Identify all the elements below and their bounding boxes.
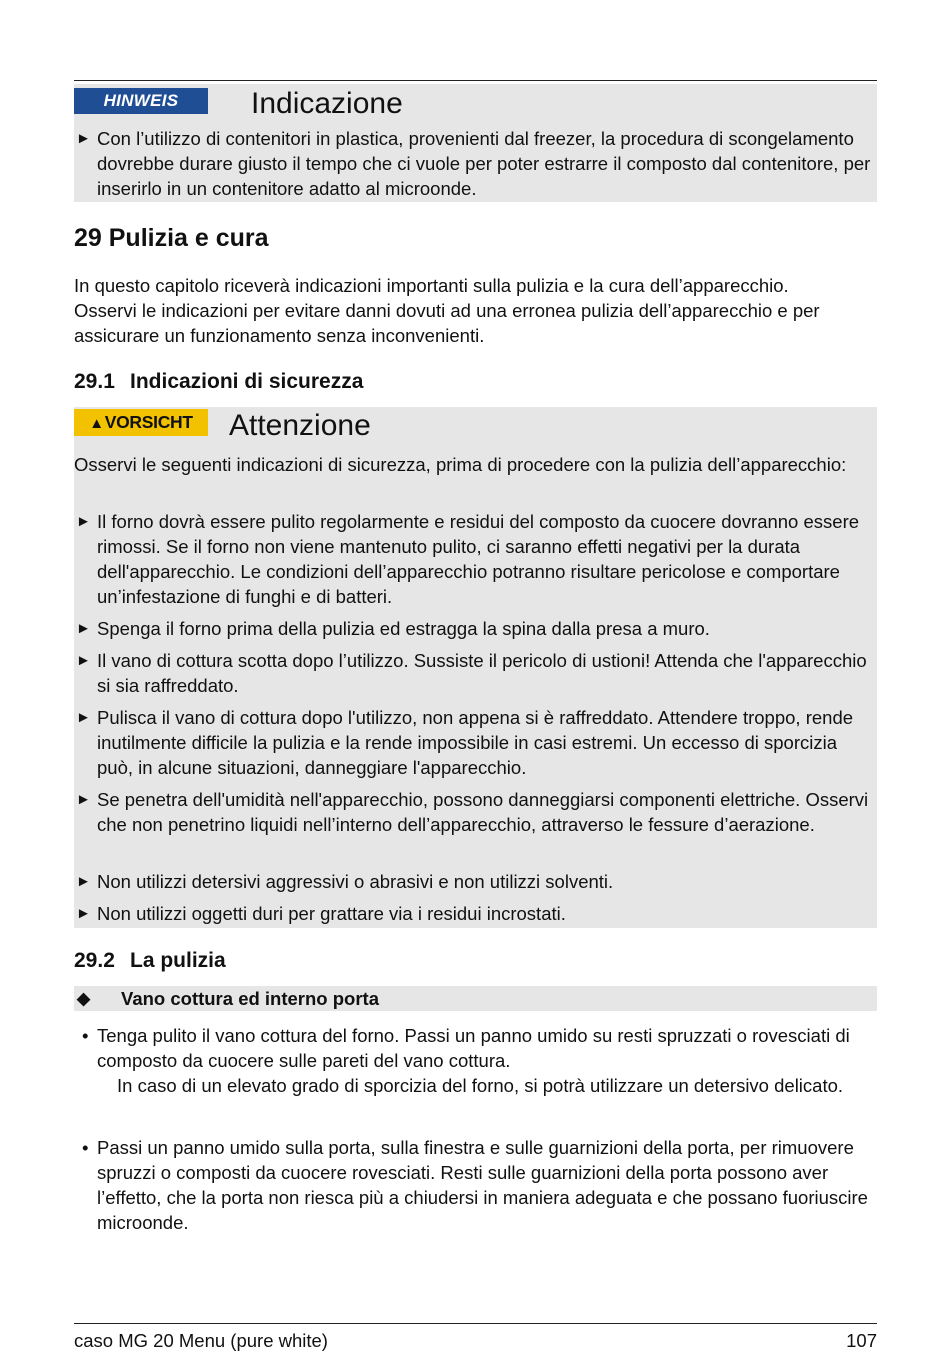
arrow-right-icon: ►	[76, 620, 91, 637]
hinweis-notice	[74, 84, 877, 202]
top-rule	[74, 80, 877, 81]
vorsicht-item-text: Non utilizzi oggetti duri per grattare via i residui incrostati.	[97, 903, 566, 924]
bottom-rule	[74, 1323, 877, 1324]
bullet-text: Tenga pulito il vano cottura del forno. Passi un panno umido su resti spruzzati o rovesciati di composto da cuocere sulle pareti del vano cottura.	[97, 1025, 850, 1071]
bullet-dot-icon: •	[82, 1137, 89, 1158]
bullet-text: Passi un panno umido sulla porta, sulla finestra e sulle guarnizioni della porta, per rimuovere spruzzi o composti da cuocere rovesciati. Resti sulle guarnizioni della porta possono aver l’effetto, che la porta non riesca più a chiudersi in maniera adeguata e che possano fuoriuscire microonde.	[97, 1137, 868, 1233]
vorsicht-item	[74, 648, 874, 698]
vorsicht-item	[74, 509, 874, 609]
warning-triangle-icon: ▲	[89, 415, 104, 432]
arrow-right-icon: ►	[76, 905, 91, 922]
diamond-icon: ◆	[77, 989, 91, 1008]
bullet-item	[82, 1135, 872, 1235]
vorsicht-notice	[74, 407, 877, 928]
vorsicht-item	[74, 869, 874, 894]
hinweis-title: Indicazione	[251, 87, 403, 120]
hinweis-badge: HINWEIS	[74, 88, 208, 114]
vorsicht-item-text: Se penetra dell'umidità nell'apparecchio, possono danneggiarsi componenti elettriche. Osservi che non penetrino liquidi nell’interno dell’apparecchio, attraverso le fessure d’aerazione.	[97, 789, 869, 835]
section-29-intro: In questo capitolo riceverà indicazioni importanti sulla pulizia e la cura dell’apparecchio. Osservi le indicazioni per evitare danni dovuti ad una erronea pulizia dell’apparecchio e per assicurare un funzionamento senza inconvenienti.	[74, 275, 820, 346]
arrow-right-icon: ►	[76, 873, 91, 890]
vorsicht-badge	[74, 409, 208, 436]
vorsicht-item	[74, 787, 874, 837]
vorsicht-badge-label: VORSICHT	[104, 412, 193, 432]
vorsicht-item	[74, 705, 874, 780]
subsection-bar	[74, 986, 877, 1011]
vorsicht-item	[74, 901, 874, 926]
hinweis-item	[74, 126, 874, 201]
section-title: La pulizia	[130, 949, 226, 972]
vorsicht-intro: Osservi le seguenti indicazioni di sicurezza, prima di procedere con la pulizia dell’apparecchio:	[74, 454, 847, 475]
subsection-label: Vano cottura ed interno porta	[121, 988, 379, 1009]
section-29-1-heading	[74, 368, 363, 396]
vorsicht-item-text: Spenga il forno prima della pulizia ed estragga la spina dalla presa a muro.	[97, 618, 710, 639]
bullet-item	[82, 1023, 872, 1098]
arrow-right-icon: ►	[76, 791, 91, 808]
arrow-right-icon: ►	[76, 513, 91, 530]
vorsicht-item-text: Il vano di cottura scotta dopo l’utilizzo. Sussiste il pericolo di ustioni! Attenda che l'apparecchio si sia raffreddato.	[97, 650, 867, 696]
vorsicht-item	[74, 616, 874, 641]
section-29-2-heading	[74, 947, 226, 975]
bullet-text-continued: In caso di un elevato grado di sporcizia del forno, si potrà utilizzare un detersivo delicato.	[117, 1075, 844, 1096]
vorsicht-item-text: Non utilizzi detersivi aggressivi o abrasivi e non utilizzi solventi.	[97, 871, 614, 892]
page-number: 107	[846, 1330, 877, 1351]
hinweis-item-text: Con l’utilizzo di contenitori in plastica, provenienti dal freezer, la procedura di scongelamento dovrebbe durare giusto il tempo che ci vuole per poter estrarre il composto dal contenitore, per inserirlo in un contenitore adatto al microonde.	[97, 128, 871, 199]
arrow-right-icon: ►	[76, 130, 91, 147]
section-29-heading: 29 Pulizia e cura	[74, 224, 269, 252]
section-title: Indicazioni di sicurezza	[130, 370, 364, 393]
section-number: 29.2	[74, 949, 115, 972]
section-number: 29.1	[74, 370, 115, 393]
arrow-right-icon: ►	[76, 652, 91, 669]
vorsicht-title: Attenzione	[229, 409, 371, 442]
bullet-dot-icon: •	[82, 1025, 89, 1046]
vorsicht-item-text: Pulisca il vano di cottura dopo l'utilizzo, non appena si è raffreddato. Attendere troppo, rende inutilmente difficile la pulizia e la rende impossibile in casi estremi. Un eccesso di sporcizia può, in alcune situazioni, danneggiare l'apparecchio.	[97, 707, 854, 778]
footer-title: caso MG 20 Menu (pure white)	[74, 1330, 328, 1351]
arrow-right-icon: ►	[76, 709, 91, 726]
vorsicht-item-text: Il forno dovrà essere pulito regolarmente e residui del composto da cuocere dovranno essere rimossi. Se il forno non viene mantenuto pulito, ci saranno effetti negativi per la durata dell'apparecchio. Le condizioni dell’apparecchio potranno risultare pericolose e comportare un’infestazione di funghi e di batteri.	[97, 511, 860, 607]
